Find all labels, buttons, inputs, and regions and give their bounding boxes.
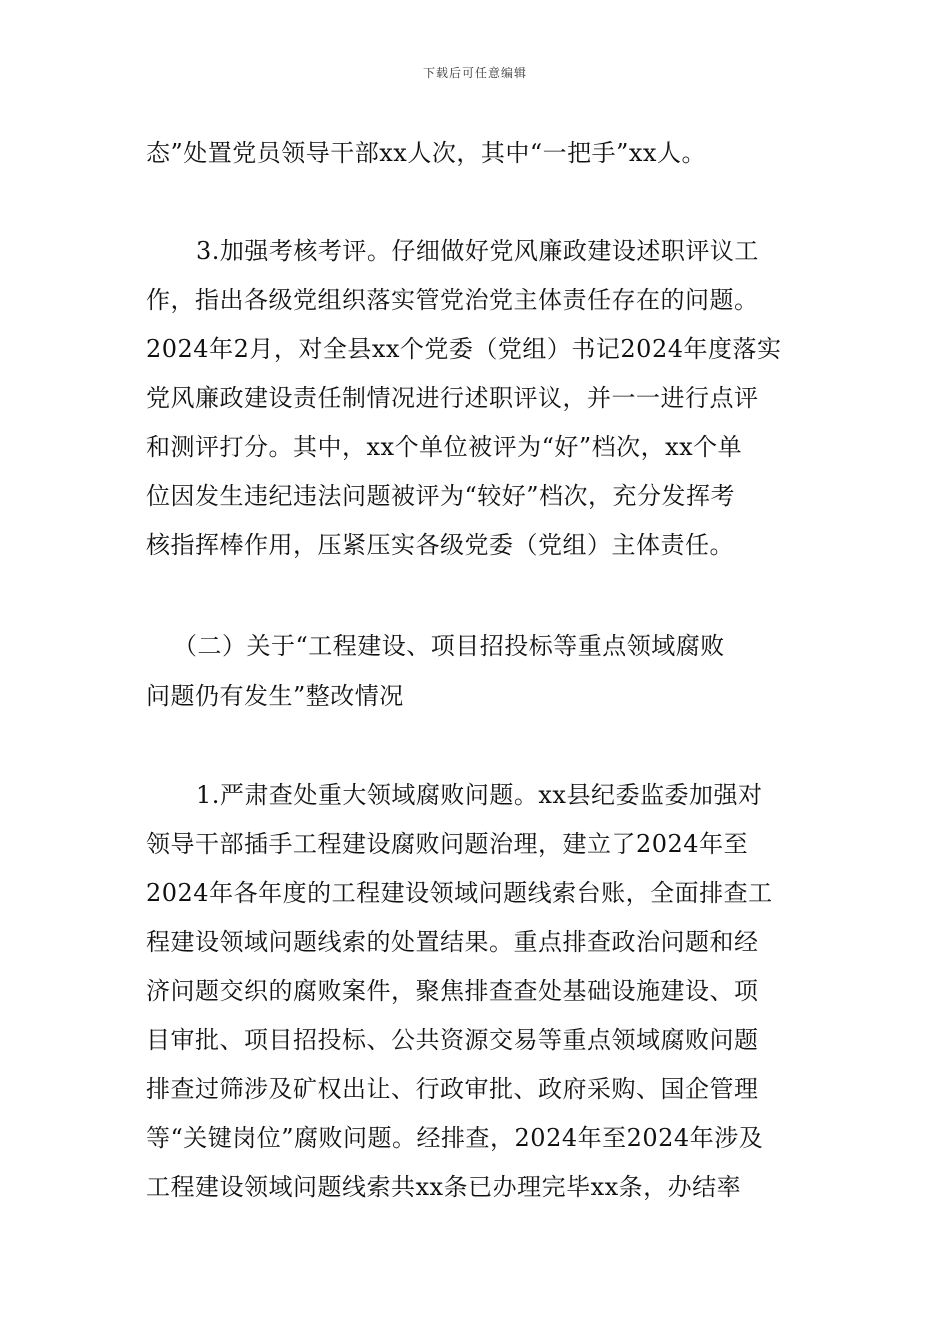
- paragraph-line: 排查过筛涉及矿权出让、行政审批、政府采购、国企管理: [146, 1075, 759, 1103]
- paragraph-line: 1.严肃查处重大领域腐败问题。xx县纪委监委加强对: [196, 781, 763, 809]
- paragraph-line: 2024年2月，对全县xx个党委（党组）书记2024年度落实: [146, 335, 782, 363]
- paragraph-line: 核指挥棒作用，压紧压实各级党委（党组）主体责任。: [146, 531, 734, 559]
- section-heading-line: （二）关于“工程建设、项目招投标等重点领域腐败: [173, 632, 725, 660]
- paragraph-line: 和测评打分。其中，xx个单位被评为“好”档次，xx个单: [146, 433, 743, 461]
- paragraph-line: 作，指出各级党组织落实管党治党主体责任存在的问题。: [146, 286, 759, 314]
- paragraph-line: 3.加强考核考评。仔细做好党风廉政建设述职评议工: [196, 237, 759, 265]
- paragraph-line: 位因发生违纪违法问题被评为“较好”档次，充分发挥考: [146, 482, 736, 510]
- header-note: 下载后可任意编辑: [422, 66, 527, 80]
- paragraph-line: 目审批、项目招投标、公共资源交易等重点领域腐败问题: [146, 1026, 759, 1054]
- section-heading-line: 问题仍有发生”整改情况: [146, 682, 404, 710]
- paragraph-line: 党风廉政建设责任制情况进行述职评议，并一一进行点评: [146, 384, 759, 412]
- paragraph-line: 领导干部插手工程建设腐败问题治理，建立了2024年至: [146, 830, 749, 858]
- paragraph-line: 程建设领域问题线索的处置结果。重点排查政治问题和经: [146, 928, 759, 956]
- paragraph-line: 2024年各年度的工程建设领域问题线索台账，全面排查工: [146, 879, 773, 907]
- paragraph-line: 济问题交织的腐败案件，聚焦排查查处基础设施建设、项: [146, 977, 759, 1005]
- paragraph-line: 态”处置党员领导干部xx人次，其中“一把手”xx人。: [146, 139, 706, 167]
- paragraph-line: 工程建设领域问题线索共xx条已办理完毕xx条，办结率: [146, 1173, 742, 1201]
- paragraph-line: 等“关键岗位”腐败问题。经排查，2024年至2024年涉及: [146, 1124, 764, 1152]
